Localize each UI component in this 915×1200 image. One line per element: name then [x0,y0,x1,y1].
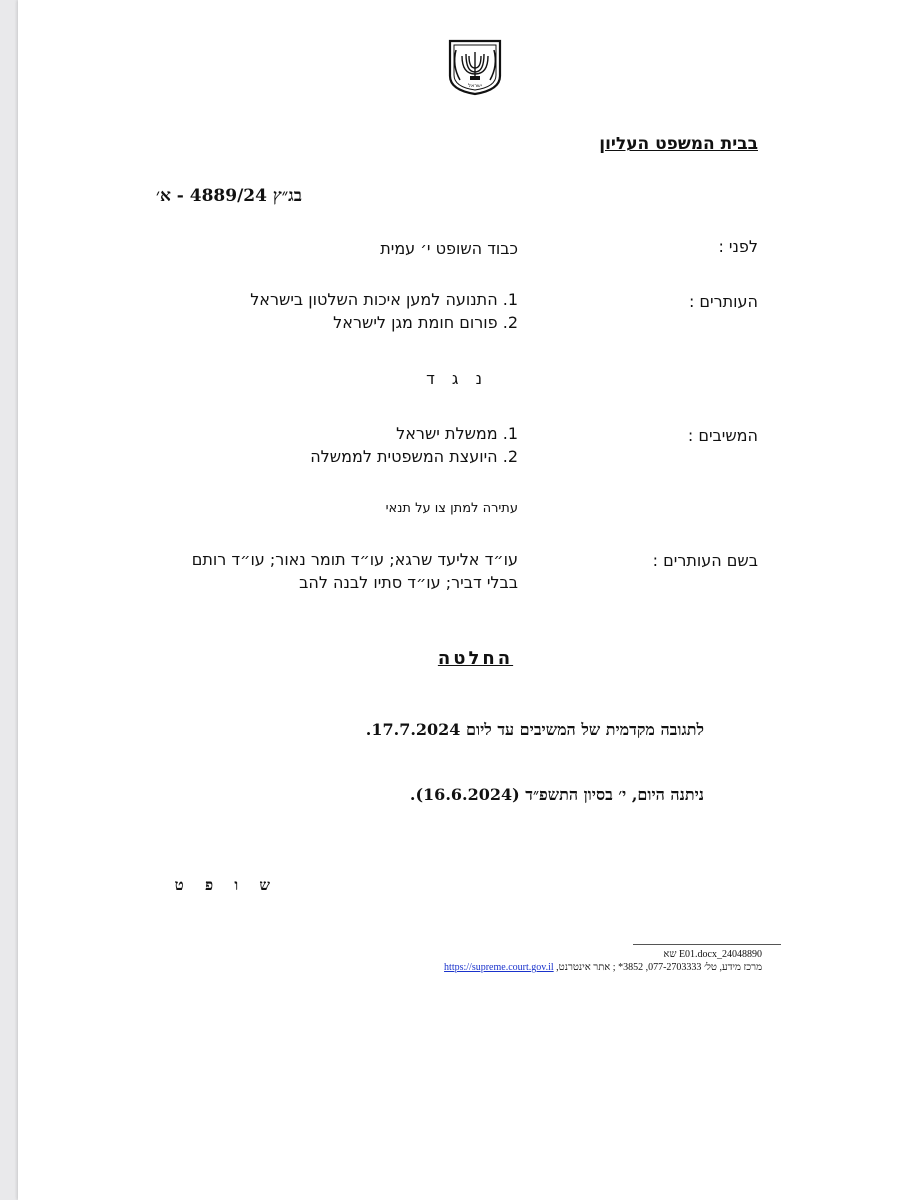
footer-info [444,962,762,973]
decision-title: החלטה [437,648,514,669]
petitioner-1: 1. התנועה למען איכות השלטון בישראל [250,290,518,309]
state-emblem-icon [446,38,504,96]
given-date: ניתנה היום, י׳ בסיון התשפ״ד (16.6.2024). [409,785,704,804]
petitioner-2: 2. פורום חומת מגן לישראל [333,313,518,332]
respondent-2: 2. היועצת המשפטית לממשלה [310,447,518,466]
footer-divider [633,944,781,945]
petition-type: עתירה למתן צו על תנאי [385,501,518,516]
versus-label: נ ג ד [426,369,488,388]
before-value: כבוד השופט י׳ עמית [380,239,518,258]
footer-doc-id: 24048890_E01.docx שא [663,949,762,960]
website-link[interactable]: https://supreme.court.gov.il [444,962,554,973]
court-name: בבית המשפט העליון [599,134,758,154]
document-page [18,0,915,1200]
respondent-1: 1. ממשלת ישראל [396,424,518,443]
judge-signature-title: ש ו פ ט [174,876,278,894]
counsel-label: בשם העותרים : [652,551,758,570]
footer-info-text: מרכז מידע, טל׳ 077-2703333, 3852* ; אתר אינטרנט, [556,962,762,973]
before-label: לפני : [718,237,758,256]
petitioners-label: העותרים : [688,292,758,311]
svg-text:ישראל: ישראל [468,83,482,89]
decision-text: לתגובה מקדמית של המשיבים עד ליום 17.7.2024. [365,720,704,739]
case-number: בג״ץ 4889/24 - א׳ [156,186,302,206]
counsel-line-1: עו״ד אליעד שרגא; עו״ד תומר נאור; עו״ד רותם [191,550,518,569]
counsel-line-2: בבלי דביר; עו״ד סתיו לבנה להב [299,573,518,592]
respondents-label: המשיבים : [687,426,758,445]
